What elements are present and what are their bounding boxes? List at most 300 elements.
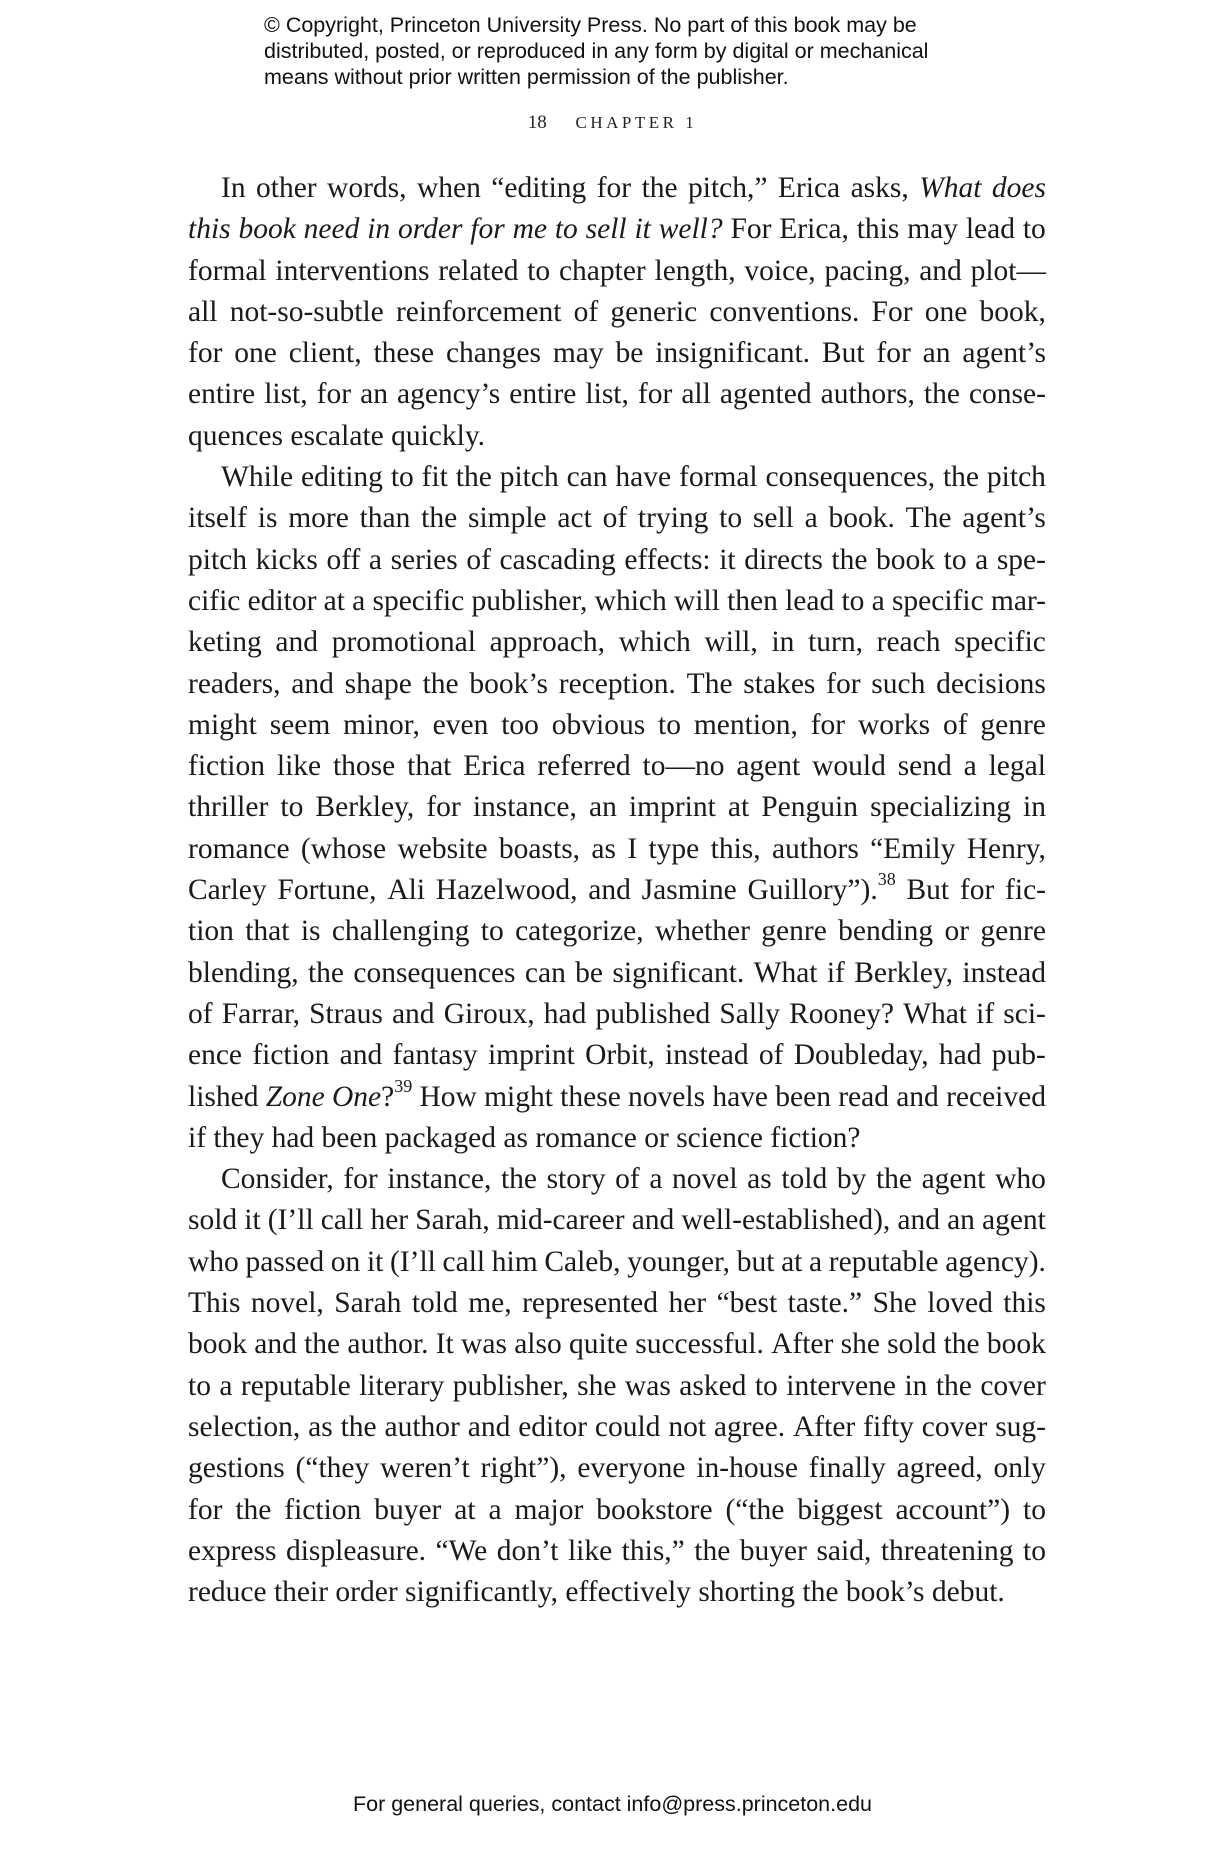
word: mention, xyxy=(693,708,798,741)
word: a xyxy=(649,1163,663,1196)
word: novel, xyxy=(250,1287,324,1320)
word: lead xyxy=(965,213,1015,246)
word: had xyxy=(938,1039,982,1072)
word: type xyxy=(648,832,700,865)
word: interventions xyxy=(275,254,430,287)
word: plot— xyxy=(970,254,1046,287)
word: him xyxy=(491,1245,538,1278)
word: directs xyxy=(744,543,823,576)
word: I xyxy=(627,832,638,865)
word: selection, xyxy=(188,1410,301,1443)
word: book xyxy=(986,1328,1046,1361)
word: this,” xyxy=(621,1534,685,1567)
word: (“the xyxy=(725,1493,785,1526)
text-line xyxy=(188,498,1046,539)
word: the xyxy=(831,543,868,576)
text-line xyxy=(188,1118,1046,1159)
word: sold xyxy=(188,1204,238,1237)
word: authors xyxy=(771,832,859,865)
word: bending xyxy=(838,915,934,948)
word: said, xyxy=(816,1534,872,1567)
word: have xyxy=(615,461,672,494)
word: act xyxy=(557,502,592,535)
word: and xyxy=(291,667,334,700)
word: in-house xyxy=(696,1452,798,1485)
text-line xyxy=(188,1035,1046,1076)
copyright-line: © Copyright, Princeton University Press. No part of this book may be xyxy=(264,13,917,37)
word: agency). xyxy=(945,1245,1046,1278)
word: client, xyxy=(288,337,362,370)
word: Giroux, xyxy=(443,997,535,1030)
word: itself xyxy=(188,502,247,535)
word: and xyxy=(254,1328,297,1361)
word: minor, xyxy=(343,708,420,741)
word: sug- xyxy=(995,1410,1046,1443)
word: After xyxy=(793,1410,856,1443)
word: whether xyxy=(654,915,750,948)
word: or xyxy=(644,1121,669,1154)
word: One?$^{39}$ xyxy=(331,1075,413,1113)
word: reduce xyxy=(188,1576,267,1609)
word: everyone xyxy=(577,1452,686,1485)
text-line xyxy=(188,1531,1046,1572)
word: she xyxy=(577,1369,617,1402)
word: “We xyxy=(435,1534,488,1567)
word: these xyxy=(373,337,435,370)
word: a xyxy=(488,1493,502,1526)
footer-contact: For general queries, contact info@press.princeton.edu xyxy=(352,1792,872,1816)
word: instead xyxy=(962,956,1046,989)
text-line xyxy=(188,540,1046,581)
word: to xyxy=(754,1369,778,1402)
word: the xyxy=(455,461,492,494)
word: fit xyxy=(421,461,448,494)
word: to xyxy=(480,915,504,948)
copyright-line: means without prior written permission of the publisher. xyxy=(264,65,789,89)
text-line xyxy=(188,705,1046,746)
word: the xyxy=(641,172,678,204)
word: The xyxy=(686,667,733,700)
word: list, xyxy=(585,378,629,411)
word: not-so-subtle xyxy=(229,295,384,328)
word: at xyxy=(781,1245,803,1278)
text-line xyxy=(188,251,1046,292)
word: book xyxy=(188,1328,247,1361)
word: consequences, xyxy=(765,461,936,494)
word: to xyxy=(1023,1534,1046,1567)
text-line xyxy=(188,168,1046,209)
word: loved xyxy=(927,1287,993,1320)
word: (I’ll xyxy=(390,1245,436,1278)
word: tion xyxy=(188,915,234,948)
word: call xyxy=(442,1245,486,1278)
word: to xyxy=(658,708,681,741)
word: may xyxy=(552,337,604,370)
word: which xyxy=(618,626,691,659)
word: literary xyxy=(359,1369,445,1402)
text-line xyxy=(188,209,1046,250)
word: the xyxy=(500,1163,537,1196)
word: agent xyxy=(982,1204,1046,1237)
word: if xyxy=(188,1121,207,1154)
word: publisher, xyxy=(452,1369,569,1402)
word: genre xyxy=(980,915,1046,948)
word: was xyxy=(624,1369,671,1402)
word: or xyxy=(944,915,970,948)
word: the xyxy=(235,1493,272,1526)
word: for xyxy=(596,172,632,204)
word: significantly, xyxy=(405,1576,558,1609)
word: thriller xyxy=(188,791,269,824)
text-line xyxy=(188,581,1046,622)
word: website xyxy=(397,832,488,865)
word: trying xyxy=(637,502,709,535)
word: What xyxy=(753,956,818,989)
word: cover xyxy=(921,1410,988,1443)
word: a xyxy=(963,750,977,783)
word: Berkley, xyxy=(315,791,415,824)
word: and xyxy=(897,1204,940,1237)
word: seem xyxy=(269,708,331,741)
word: Erica xyxy=(777,172,841,204)
text-line xyxy=(188,1407,1046,1448)
word: weren’t xyxy=(380,1452,470,1485)
word: might xyxy=(484,1080,553,1113)
word: the xyxy=(942,461,980,494)
word: But xyxy=(821,337,865,370)
word: book xyxy=(876,543,936,576)
word: will xyxy=(673,584,720,617)
word: a xyxy=(219,1369,233,1402)
word: specific xyxy=(891,584,984,617)
word: all xyxy=(188,295,218,328)
word: (whose xyxy=(300,832,387,865)
word: fiction xyxy=(188,750,266,783)
word: one xyxy=(924,295,968,328)
word: significant. xyxy=(612,956,745,989)
text-line xyxy=(188,664,1046,705)
word: referred xyxy=(537,750,631,783)
text-line xyxy=(188,1490,1046,1531)
word: if xyxy=(976,997,995,1030)
text-line xyxy=(188,1200,1046,1241)
word: the xyxy=(340,1410,377,1443)
word: more xyxy=(288,502,349,535)
text-line xyxy=(188,292,1046,333)
word: represented xyxy=(522,1287,659,1320)
word: For xyxy=(730,213,772,246)
word: book’s xyxy=(469,667,549,700)
word: an xyxy=(360,378,388,411)
word: to xyxy=(841,584,865,617)
word: to xyxy=(390,461,414,494)
word: cific xyxy=(188,584,241,617)
word: received xyxy=(946,1080,1046,1113)
word: also xyxy=(514,1328,562,1361)
word: only xyxy=(993,1452,1046,1485)
word: well? xyxy=(658,213,723,246)
word: conse- xyxy=(968,378,1046,411)
text-line xyxy=(188,911,1046,952)
word: a xyxy=(975,543,989,576)
word: in xyxy=(904,1369,928,1402)
word: publisher, xyxy=(471,584,588,617)
word: biggest xyxy=(797,1493,883,1526)
word: at xyxy=(323,584,345,617)
word: too xyxy=(501,708,539,741)
word: Straus xyxy=(309,997,383,1030)
word: told xyxy=(411,1287,458,1320)
word: fantasy xyxy=(392,1039,478,1072)
word: this xyxy=(1003,1287,1046,1320)
word: this xyxy=(856,213,900,246)
word: who xyxy=(188,1245,239,1278)
word: stakes xyxy=(743,667,816,700)
word: agent’s xyxy=(962,337,1046,370)
word: me xyxy=(512,213,547,246)
word: reinforcement xyxy=(395,295,562,328)
word: need xyxy=(303,213,360,246)
text-line xyxy=(188,1324,1046,1365)
word: It xyxy=(435,1328,454,1361)
word: agent’s xyxy=(962,502,1046,535)
word: the xyxy=(304,1328,341,1361)
word: for xyxy=(188,337,223,370)
word: Ali xyxy=(387,874,426,907)
word: such xyxy=(871,667,926,700)
word: (“they xyxy=(295,1452,370,1485)
word: an xyxy=(588,791,617,824)
word: specializing xyxy=(870,791,1011,824)
word: order xyxy=(335,1576,398,1609)
word: will, xyxy=(704,626,758,659)
word: Penguin xyxy=(761,791,858,824)
word: the xyxy=(422,667,459,700)
word: read xyxy=(838,1080,889,1113)
word: have xyxy=(712,1080,769,1113)
word: pacing, xyxy=(824,254,911,287)
word: like xyxy=(567,1534,613,1567)
word: in xyxy=(367,213,391,246)
word: for xyxy=(188,1493,223,1526)
word: book, xyxy=(979,295,1046,328)
word: it xyxy=(719,543,736,576)
word: debut. xyxy=(931,1576,1005,1609)
word: consequences xyxy=(353,956,516,989)
word: taste.” xyxy=(787,1287,863,1320)
word: be xyxy=(615,337,644,370)
word: Farrar, xyxy=(221,997,300,1030)
word: authors, xyxy=(820,378,915,411)
word: fic- xyxy=(1005,874,1046,907)
word: This xyxy=(188,1287,241,1320)
word: to xyxy=(1022,213,1046,246)
word: promotional xyxy=(331,626,476,659)
word: In xyxy=(221,172,246,204)
word: instead xyxy=(665,1039,749,1072)
word: generic xyxy=(610,295,698,328)
word: quickly. xyxy=(391,419,486,452)
word: an xyxy=(947,1204,975,1237)
word: but xyxy=(736,1245,775,1278)
word: been xyxy=(775,1080,831,1113)
word: their xyxy=(273,1576,329,1609)
word: science xyxy=(676,1121,764,1154)
text-line xyxy=(188,787,1046,828)
word: a xyxy=(368,543,382,576)
word: is xyxy=(300,915,321,948)
word: this, xyxy=(710,832,761,865)
word: threatening xyxy=(880,1534,1014,1567)
word: on xyxy=(330,1245,361,1278)
word: Hazelwood, xyxy=(435,874,578,907)
word: lished xyxy=(188,1080,259,1113)
word: to xyxy=(943,543,967,576)
word: insignificant. xyxy=(655,337,811,370)
word: could xyxy=(594,1410,661,1443)
paragraph xyxy=(188,1159,1046,1613)
word: sell xyxy=(585,213,627,246)
word: if xyxy=(826,956,845,989)
word: the xyxy=(802,1576,839,1609)
word: “editing xyxy=(491,172,587,204)
word: buyer xyxy=(739,1534,807,1567)
word: to xyxy=(1023,1493,1046,1526)
word: obvious xyxy=(551,708,646,741)
text-line xyxy=(188,953,1046,994)
word: spe- xyxy=(996,543,1046,576)
word: had xyxy=(543,997,587,1030)
word: specific xyxy=(954,626,1046,659)
word: her xyxy=(668,1287,707,1320)
word: escalate xyxy=(290,419,384,452)
word: don’t xyxy=(496,1534,559,1567)
word: formal xyxy=(679,461,758,494)
word: Berkley, xyxy=(854,956,954,989)
word: to xyxy=(527,254,551,287)
word: to xyxy=(280,791,304,824)
word: Carley xyxy=(188,874,267,907)
word: Fortune, xyxy=(277,874,377,907)
text-line xyxy=(188,870,1046,911)
word: to—no xyxy=(642,750,725,783)
word: intervene xyxy=(786,1369,896,1402)
word: this xyxy=(188,213,231,246)
word: reputable xyxy=(828,1245,939,1278)
word: fiction xyxy=(284,1493,362,1526)
word: author xyxy=(384,1410,460,1443)
word: reception. xyxy=(558,667,676,700)
text-line xyxy=(188,1448,1046,1489)
word: (I’ll xyxy=(267,1204,314,1237)
word: instance, xyxy=(472,791,577,824)
word: lead xyxy=(785,584,835,617)
word: can xyxy=(524,956,566,989)
word: even xyxy=(432,708,489,741)
word: told xyxy=(781,1163,828,1196)
word: simple xyxy=(467,502,547,535)
word: can xyxy=(566,461,608,494)
word: challenging xyxy=(331,915,470,948)
word: been xyxy=(321,1121,378,1154)
word: categorize, xyxy=(515,915,644,948)
word: agented xyxy=(719,378,812,411)
word: Orbit, xyxy=(585,1039,655,1072)
word: genre xyxy=(980,708,1046,741)
word: of xyxy=(758,1039,784,1072)
word: length, xyxy=(654,254,736,287)
word: book xyxy=(238,213,296,246)
word: all xyxy=(681,378,711,411)
word: mid-career xyxy=(496,1204,625,1237)
word: quences xyxy=(188,419,284,452)
word: “best xyxy=(716,1287,778,1320)
word: effects: xyxy=(624,543,711,576)
word: Zone xyxy=(265,1080,325,1113)
word: a xyxy=(809,1245,823,1278)
word: blending, xyxy=(188,956,299,989)
word: Doubleday, xyxy=(793,1039,929,1072)
text-line xyxy=(188,622,1046,663)
word: agency’s xyxy=(396,378,501,411)
text-line xyxy=(188,1572,1046,1613)
word: boasts, xyxy=(498,832,581,865)
word: What xyxy=(919,172,982,204)
word: After xyxy=(771,1328,834,1361)
word: related xyxy=(438,254,519,287)
word: for xyxy=(316,378,352,411)
word: keting xyxy=(188,626,262,659)
word: that xyxy=(407,750,452,783)
word: and xyxy=(339,1039,383,1072)
word: for xyxy=(637,378,673,411)
word: her xyxy=(370,1204,409,1237)
running-head xyxy=(0,112,1225,134)
word: that xyxy=(245,915,290,948)
word: express xyxy=(188,1534,277,1567)
word: does xyxy=(991,172,1046,204)
word: specific xyxy=(372,584,465,617)
word: Sarah, xyxy=(415,1204,490,1237)
word: other xyxy=(256,172,317,204)
word: send xyxy=(897,750,952,783)
word: it xyxy=(634,213,651,246)
word: younger, xyxy=(627,1245,731,1278)
word: entire xyxy=(509,378,577,411)
word: right”), xyxy=(480,1452,567,1485)
word: pitch xyxy=(188,543,247,576)
word: changes xyxy=(445,337,541,370)
word: Consider, xyxy=(221,1163,334,1196)
word: a xyxy=(871,584,885,617)
word: list, xyxy=(264,378,308,411)
word: imprint xyxy=(628,791,716,824)
word: pitch xyxy=(499,461,559,494)
word: like xyxy=(276,750,322,783)
word: for xyxy=(826,667,861,700)
word: Sally xyxy=(719,997,780,1030)
word: How xyxy=(419,1080,477,1113)
text-line xyxy=(188,457,1046,498)
word: ence xyxy=(188,1039,243,1072)
text-line xyxy=(188,746,1046,787)
word: What xyxy=(903,997,967,1030)
word: the xyxy=(923,378,960,411)
word: had xyxy=(271,1121,315,1154)
word: fiction xyxy=(252,1039,330,1072)
word: she xyxy=(840,1328,880,1361)
word: as xyxy=(503,1121,528,1154)
